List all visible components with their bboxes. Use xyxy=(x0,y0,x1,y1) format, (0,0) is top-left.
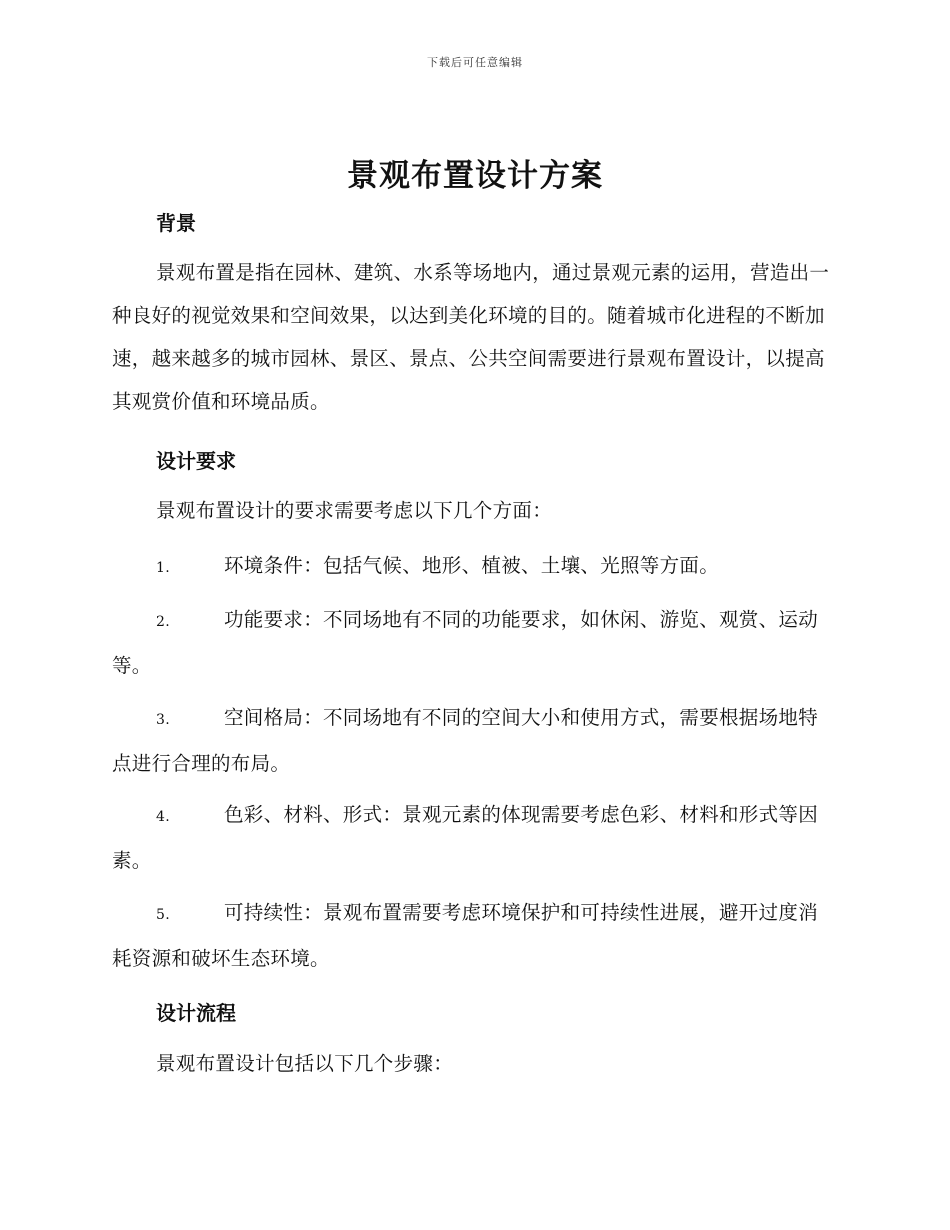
list-item-number: 3. xyxy=(156,712,170,728)
list-item-text: 色彩、材料、形式：景观元素的体现需要考虑色彩、材料和形式等因素。 xyxy=(112,803,819,872)
list-item-number: 1. xyxy=(156,560,170,576)
list-item-text: 功能要求：不同场地有不同的功能要求，如休闲、游览、观赏、运动等。 xyxy=(112,608,819,677)
section-heading-background: 背景 xyxy=(156,211,196,235)
document-title: 景观布置设计方案 xyxy=(347,158,603,194)
process-intro: 景观布置设计包括以下几个步骤： xyxy=(156,1052,454,1075)
list-item-number: 2. xyxy=(156,614,170,630)
list-item xyxy=(112,793,836,882)
list-item xyxy=(112,696,836,785)
list-item-number: 5. xyxy=(156,907,170,923)
header-note: 下载后可任意编辑 xyxy=(427,56,523,69)
section-heading-requirements: 设计要求 xyxy=(156,449,236,473)
list-item-text: 可持续性：景观布置需要考虑环境保护和可持续性进展，避开过度消耗资源和破坏生态环境。 xyxy=(112,901,819,970)
section-heading-process: 设计流程 xyxy=(156,1001,236,1025)
list-item xyxy=(112,598,836,687)
list-item-text: 空间格局：不同场地有不同的空间大小和使用方式，需要根据场地特点进行合理的布局。 xyxy=(112,706,819,775)
list-item-number: 4. xyxy=(156,809,170,825)
requirements-intro: 景观布置设计的要求需要考虑以下几个方面： xyxy=(156,499,553,522)
background-paragraph: 景观布置是指在园林、建筑、水系等场地内，通过景观元素的运用，营造出一种良好的视觉效果和空间效果，以达到美化环境的目的。随着城市化进程的不断加速，越来越多的城市园林、景区、景点、公共空间需要进行景观布置设计，以提高其观赏价值和环境品质。 xyxy=(112,261,830,413)
list-item-text: 环境条件：包括气候、地形、植被、土壤、光照等方面。 xyxy=(224,554,720,577)
list-item xyxy=(112,544,836,590)
list-item xyxy=(112,891,836,980)
